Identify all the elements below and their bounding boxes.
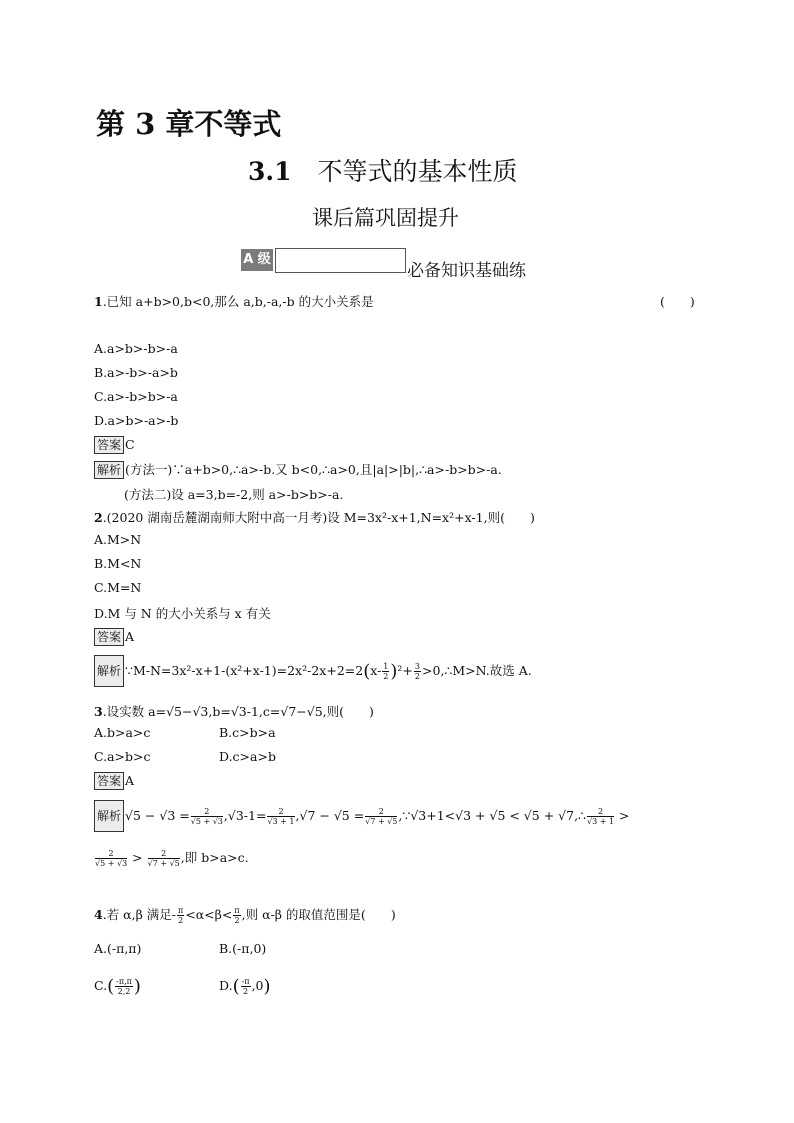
question-1-answer: [94, 436, 135, 454]
question-1-option-d: D.a>b>-a>-b: [94, 413, 179, 428]
q2-paren-open: (: [363, 661, 371, 682]
question-2-number: 2: [94, 510, 103, 525]
q4-opt-c-den: 2,2: [117, 987, 131, 996]
question-1-option-c: C.a>-b>b>-a: [94, 389, 178, 404]
answer-label: 答案: [94, 436, 124, 454]
q3-gt2: >: [128, 850, 147, 865]
q4-frac-two: 2: [234, 916, 240, 925]
question-2-option-a: A.M>N: [94, 532, 142, 547]
question-2-answer-value: A: [125, 629, 135, 644]
question-1-text: .已知 a+b>0,b<0,那么 a,b,-a,-b 的大小关系是: [102, 294, 374, 309]
question-2-analysis: [94, 655, 532, 687]
answer-label: 答案: [94, 628, 124, 646]
question-1-option-b: B.a>-b>-a>b: [94, 365, 178, 380]
question-3-option-a: A.b>a>c: [94, 725, 151, 740]
q3-frac-3: [365, 807, 397, 826]
q3-frac-5-num: 2: [95, 849, 127, 859]
q4-opt-c-frac: [115, 977, 133, 996]
q2-analysis-post: >0,∴M>N.故选 A.: [422, 663, 532, 678]
q3-c-expr: ,√7 − √5 =: [295, 808, 365, 823]
question-4-option-c: [94, 976, 141, 997]
q3-frac-6-num: 2: [148, 849, 180, 859]
q3-frac-5-den: √5 + √3: [95, 859, 128, 868]
analysis-label: 解析: [94, 800, 124, 832]
section-title: [248, 152, 518, 188]
chapter-title: 第 3 章不等式: [96, 107, 282, 141]
question-2-text: .(2020 湖南岳麓湖南师大附中高一月考)设 M=3x²-x+1,N=x²+x-1,则( ): [102, 510, 535, 525]
q3-frac-4: [587, 807, 614, 826]
q3-frac-4-den: √3 + 1: [587, 817, 615, 826]
question-1-analysis: [94, 460, 502, 479]
q2-frac-three-num: 3: [414, 662, 421, 671]
q3-frac-2: [267, 807, 294, 826]
question-3-text: .设实数 a=√5−√3,b=√3-1,c=√7−√5,则( ): [102, 704, 374, 719]
q2-paren-close: ): [390, 661, 398, 682]
q3-conclusion: ,即 b>a>c.: [180, 850, 249, 865]
question-4-option-b: B.(-π,0): [219, 941, 267, 956]
q3-frac-6-den: √7 + √5: [147, 859, 180, 868]
q3-frac-1: [191, 807, 223, 826]
question-2-option-b: B.M<N: [94, 556, 142, 571]
q2-frac-three-den: 2: [414, 672, 421, 681]
question-3-analysis: [94, 800, 630, 832]
question-1-analysis-method2: (方法二)设 a=3,b=-2,则 a>-b>b>-a.: [124, 487, 344, 502]
q2-frac-half-den: 2: [383, 672, 389, 681]
level-score-box: [275, 248, 406, 273]
question-2-stem: [94, 508, 535, 526]
q3-frac-5: [95, 849, 127, 868]
q4-opt-d-post: ,0: [251, 978, 264, 993]
question-2-answer: [94, 628, 134, 646]
q3-frac-4-num: 2: [587, 807, 614, 817]
section-name: 不等式的基本性质: [317, 157, 518, 186]
q4-opt-d-paren-close: ): [263, 976, 271, 997]
q2-frac-three-halves: [414, 662, 421, 681]
question-2-option-d: D.M 与 N 的大小关系与 x 有关: [94, 606, 271, 621]
q4-stem-pre: .若 α,β 满足-: [102, 907, 176, 922]
q4-stem-mid: <α<β<: [185, 907, 233, 922]
q2-analysis-mid: ²+: [397, 663, 413, 678]
analysis-label: 解析: [94, 461, 124, 479]
question-3-analysis-cont: [94, 848, 249, 868]
q3-frac-2-den: √3 + 1: [267, 817, 295, 826]
question-3-answer: [94, 772, 134, 790]
question-1-number: 1: [94, 294, 103, 309]
q3-reason: ,∵√3+1<√3 + √5 < √5 + √7,∴: [398, 808, 586, 823]
q3-frac-2-num: 2: [267, 807, 294, 817]
question-4-option-a: A.(-π,π): [94, 941, 142, 956]
level-title: 必备知识基础练: [407, 261, 526, 281]
q2-frac-half: [382, 662, 389, 681]
question-3-option-d: D.c>a>b: [219, 749, 276, 764]
question-1-option-a: A.a>b>-b>-a: [94, 341, 178, 356]
q4-opt-c-label: C.: [94, 978, 108, 993]
q2-paren-expr: x-: [370, 663, 382, 678]
q4-opt-c-num: -π,π: [116, 977, 132, 986]
question-3-option-c: C.a>b>c: [94, 749, 151, 764]
q4-frac-pi-2-right: [233, 906, 240, 925]
level-badge: A 级: [241, 249, 273, 271]
q3-frac-1-den: √5 + √3: [190, 817, 223, 826]
q4-opt-c-paren-open: (: [107, 976, 115, 997]
question-1-analysis-method1: (方法一)∵a+b>0,∴a>-b.又 b<0,∴a>0,且|a|>|b|,∴a>-b>b>-a.: [125, 462, 502, 477]
q3-b-expr: ,√3-1=: [223, 808, 267, 823]
question-3-answer-value: A: [125, 773, 135, 788]
question-4-number: 4: [94, 907, 103, 922]
q2-analysis-text: ∵M-N=3x²-x+1-(x²+x-1)=2x²-2x+2=2: [125, 663, 364, 678]
q3-frac-1-num: 2: [191, 807, 223, 817]
q4-frac-two: 2: [178, 916, 184, 925]
q4-frac-pi-2-left: [177, 906, 184, 925]
exercise-subtitle: 课后篇巩固提升: [312, 206, 459, 230]
q3-frac-3-num: 2: [365, 807, 397, 817]
question-2-option-c: C.M=N: [94, 580, 142, 595]
question-3-option-b: B.c>b>a: [219, 725, 276, 740]
question-4-stem: [94, 905, 396, 925]
q2-frac-half-num: 1: [383, 662, 389, 671]
q4-opt-c-paren-close: ): [133, 976, 141, 997]
q3-a-expr: √5 − √3 =: [125, 808, 190, 823]
q4-frac-pi: π: [178, 906, 184, 915]
question-1-paren: ( ): [660, 294, 695, 309]
q4-stem-post: ,则 α-β 的取值范围是( ): [241, 907, 396, 922]
answer-label: 答案: [94, 772, 124, 790]
question-4-option-d: [219, 976, 271, 997]
q4-opt-d-paren-open: (: [232, 976, 240, 997]
analysis-label: 解析: [94, 655, 124, 687]
section-number: 3.1: [248, 157, 292, 186]
question-1-stem: [94, 292, 374, 310]
q4-opt-d-frac: [241, 977, 251, 996]
q4-opt-d-label: D.: [219, 978, 233, 993]
q4-opt-d-den: 2: [243, 987, 249, 996]
question-3-stem: [94, 702, 374, 720]
question-3-number: 3: [94, 704, 103, 719]
q3-gt: >: [615, 808, 630, 823]
q3-frac-3-den: √7 + √5: [365, 817, 398, 826]
q3-frac-6: [148, 849, 180, 868]
q4-frac-pi: π: [234, 906, 240, 915]
q4-opt-d-num: -π: [241, 977, 250, 986]
question-1-answer-value: C: [125, 437, 135, 452]
